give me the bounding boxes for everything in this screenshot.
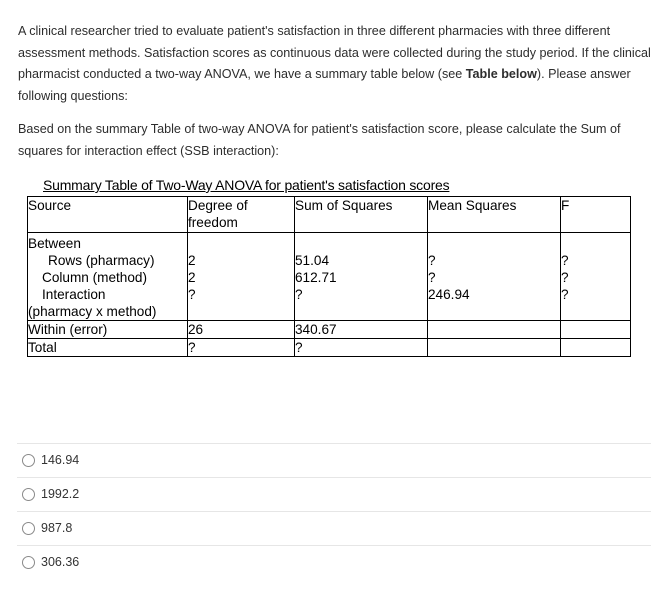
total-ms [428,339,561,357]
option-label[interactable]: 1992.2 [41,487,80,501]
radio-button[interactable] [22,556,35,569]
answer-option-2[interactable] [17,477,651,512]
intro-bold-table-ref: Table below [465,67,537,81]
between-df [188,233,295,321]
radio-button[interactable] [22,488,35,501]
option-label[interactable]: 306.36 [41,555,80,569]
header-ms: Mean Squares [428,197,561,233]
row-rows-source: Rows (pharmacy) [48,253,155,268]
rows-ss: 51.04 [295,253,330,268]
interaction-df: ? [188,287,196,302]
header-source: Source [28,197,188,233]
anova-summary-table [27,196,631,357]
column-ms: ? [428,270,436,285]
total-ss: ? [295,339,428,357]
option-label[interactable]: 987.8 [41,521,73,535]
rows-df: 2 [188,253,196,268]
question-prompt: Based on the summary Table of two-way ANOVA for patient's satisfaction score, please calculate the Sum of squares for interaction effect (SSB interaction): [18,122,621,158]
rows-f: ? [561,253,569,268]
table-row-total [28,339,631,357]
header-df: Degree of freedom [188,197,295,233]
within-ss: 340.67 [295,321,428,339]
question-intro [18,21,654,107]
table-header-row [28,197,631,233]
table-title [43,177,449,193]
option-label[interactable]: 146.94 [41,453,80,467]
between-label [28,233,188,321]
within-source: Within (error) [28,321,188,339]
intro-text-1: A clinical researcher tried to evaluate patient's satisfaction in three different pharmacies with three different assessment methods. Satisfaction scores as continuous data were collected during the study period. If the clinical pharmacist conducted a two-way ANOVA, we have a summary table below (see [18,24,651,81]
answer-option-4[interactable] [17,545,651,580]
header-ss: Sum of Squares [295,197,428,233]
between-text: Between [28,236,81,251]
row-interaction-source: Interaction (pharmacy x method) [28,287,157,319]
table-row-within [28,321,631,339]
column-ss: 612.71 [295,270,337,285]
within-df: 26 [188,321,295,339]
row-column-source: Column (method) [42,270,148,285]
rows-ms: ? [428,253,436,268]
column-f: ? [561,270,569,285]
total-df: ? [188,339,295,357]
column-df: 2 [188,270,196,285]
total-source: Total [28,339,188,357]
between-f [561,233,631,321]
within-f [561,321,631,339]
interaction-ms: 246.94 [428,287,470,302]
interaction-f: ? [561,287,569,302]
interaction-ss: ? [295,287,303,302]
radio-button[interactable] [22,522,35,535]
table-row-between [28,233,631,321]
within-ms [428,321,561,339]
radio-button[interactable] [22,454,35,467]
answer-option-1[interactable] [17,443,651,478]
between-ss [295,233,428,321]
header-f: F [561,197,631,233]
answer-option-3[interactable] [17,511,651,546]
table-title-text: Summary Table of Two-Way ANOVA for patient's satisfaction scores [43,177,450,193]
total-f [561,339,631,357]
intro-text-2: ). Please answer following questions: [18,67,631,103]
between-ms [428,233,561,321]
